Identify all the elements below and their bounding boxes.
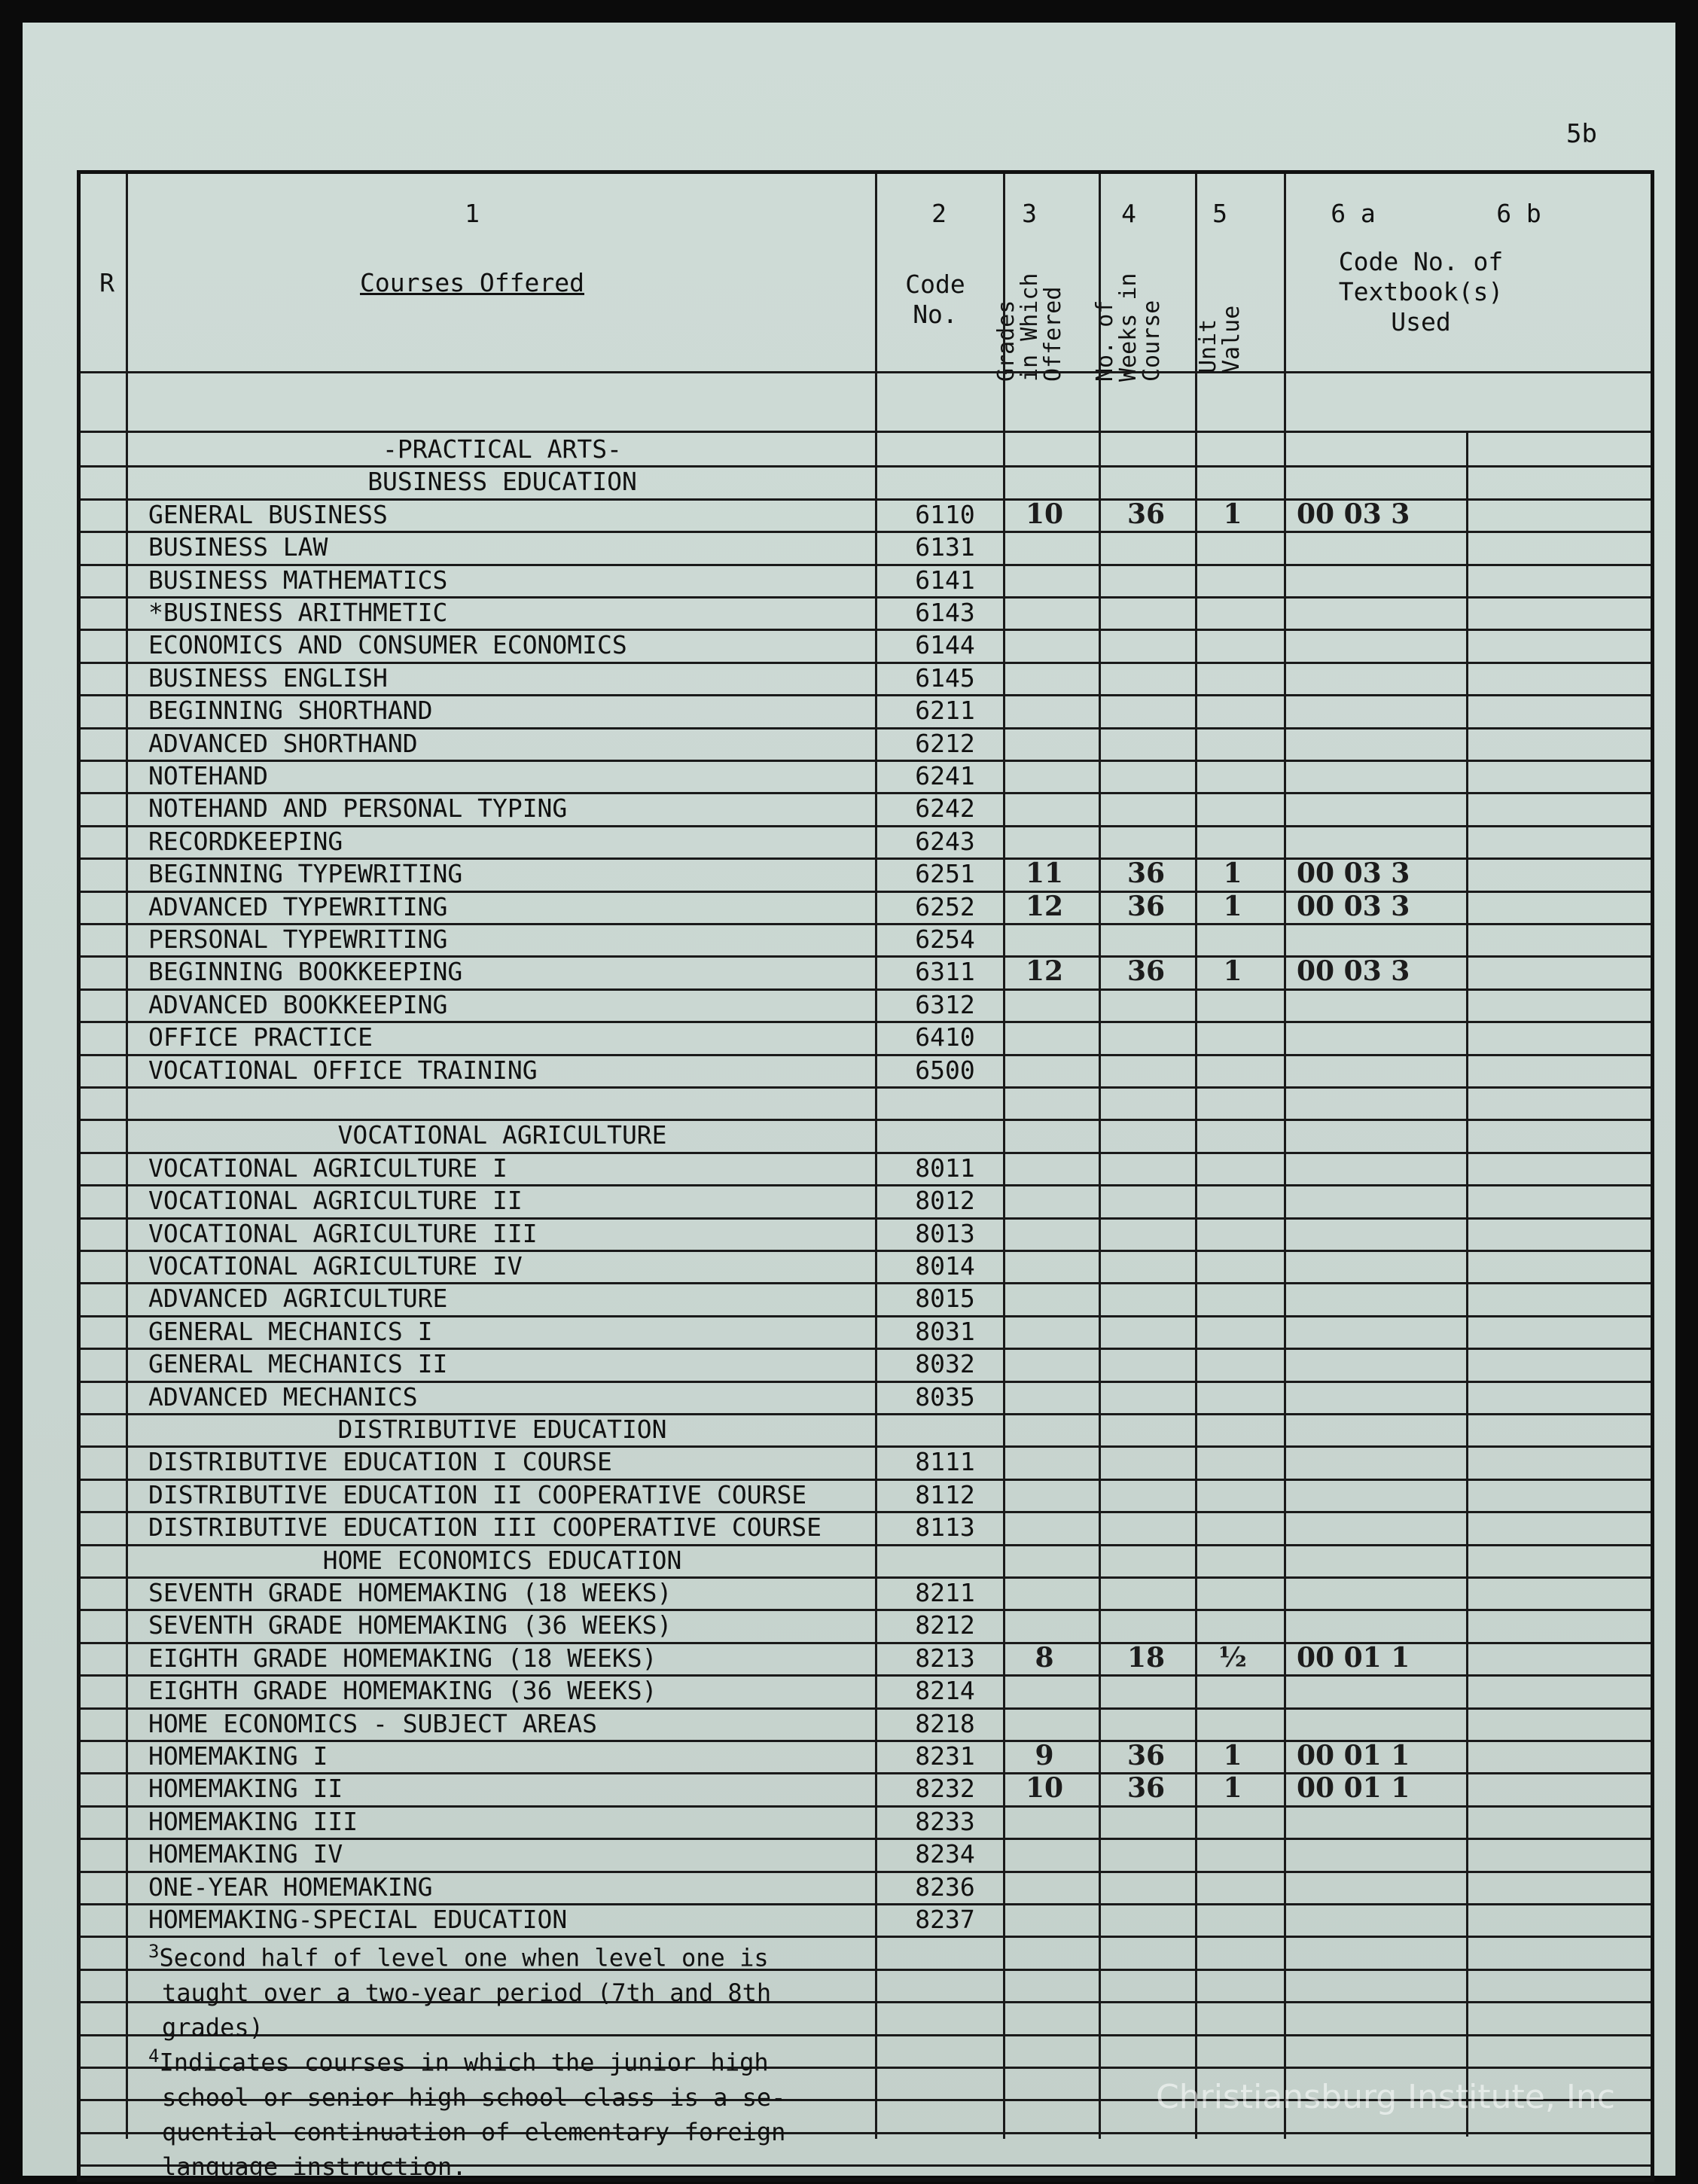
footnote-line <box>148 2039 924 2080</box>
page-number: 5b <box>1566 119 1597 149</box>
course-name: BUSINESS ENGLISH <box>148 663 388 693</box>
course-name: BEGINNING SHORTHAND <box>148 696 433 726</box>
course-name: ADVANCED MECHANICS <box>148 1381 418 1412</box>
course-code: 6252 <box>915 891 975 921</box>
course-code: 6254 <box>915 924 975 954</box>
textbook-code: 00 01 1 <box>1297 1772 1410 1805</box>
table-row <box>81 1217 1651 1250</box>
course-name: BEGINNING TYPEWRITING <box>148 859 463 889</box>
unit-value: 1 <box>1223 890 1242 922</box>
footnote-text: Indicates courses in which the junior high <box>159 2048 769 2077</box>
table-row <box>81 1054 1651 1086</box>
unit-value: 1 <box>1223 1772 1242 1805</box>
course-code: 8212 <box>915 1610 975 1640</box>
course-code: 8234 <box>915 1839 975 1869</box>
table-row <box>81 1152 1651 1184</box>
section-title: -PRACTICAL ARTS- <box>383 434 622 464</box>
course-code: 8011 <box>915 1153 975 1183</box>
course-code: 6131 <box>915 532 975 562</box>
course-code: 8236 <box>915 1872 975 1902</box>
textbook-code: 00 03 3 <box>1297 498 1410 530</box>
watermark: Christiansburg Institute, Inc <box>1156 2078 1615 2116</box>
header-weeks-line: Weeks in <box>1115 273 1142 382</box>
course-code: 6212 <box>915 728 975 758</box>
footnote-line: quential continuation of elementary foreign <box>162 2117 786 2146</box>
course-code: 6141 <box>915 565 975 595</box>
grades-offered: 9 <box>1035 1740 1054 1771</box>
course-name: SEVENTH GRADE HOMEMAKING (36 WEEKS) <box>148 1610 672 1640</box>
table-row <box>81 792 1651 824</box>
table-row <box>81 1315 1651 1348</box>
footnote-line: grades) <box>162 2012 264 2042</box>
textbook-code: 00 03 3 <box>1297 955 1410 988</box>
unit-value: ½ <box>1218 1641 1247 1674</box>
header-textbook-1: Code No. of <box>1338 247 1504 276</box>
footnote-3 <box>148 1934 924 2045</box>
course-name: OFFICE PRACTICE <box>148 1022 373 1052</box>
course-name: ECONOMICS AND CONSUMER ECONOMICS <box>148 630 627 660</box>
course-code: 6241 <box>915 761 975 790</box>
course-code: 8031 <box>915 1316 975 1346</box>
weeks-in-course: 36 <box>1126 890 1166 922</box>
course-code: 8032 <box>915 1349 975 1379</box>
header-code-no-2: No. <box>913 300 958 329</box>
textbook-code: 00 01 1 <box>1297 1740 1410 1771</box>
table-row <box>81 1805 1651 1838</box>
table-row <box>81 857 1651 890</box>
header-col6a-number: 6 a <box>1331 199 1376 228</box>
course-name: VOCATIONAL AGRICULTURE IV <box>148 1251 523 1281</box>
section-header-row <box>81 433 1651 465</box>
table-row <box>81 662 1651 694</box>
course-name: BUSINESS MATHEMATICS <box>148 565 448 595</box>
course-name: NOTEHAND <box>148 761 268 790</box>
grades-offered: 12 <box>1025 955 1064 988</box>
table-row <box>81 1381 1651 1413</box>
header-col2-number: 2 <box>931 199 947 228</box>
header-textbook-2: Textbook(s) <box>1338 277 1504 306</box>
course-code: 8112 <box>915 1479 975 1509</box>
weeks-in-course: 36 <box>1126 955 1166 988</box>
table-row <box>81 1511 1651 1543</box>
header-weeks-in-course <box>1093 246 1169 382</box>
course-name: HOMEMAKING III <box>148 1806 358 1836</box>
table-row <box>81 825 1651 857</box>
unit-value: 1 <box>1223 857 1242 890</box>
course-code: 6211 <box>915 696 975 726</box>
textbook-code: 00 03 3 <box>1297 890 1410 922</box>
table-row <box>81 1348 1651 1380</box>
course-name: *BUSINESS ARITHMETIC <box>148 598 448 627</box>
table-row <box>81 1707 1651 1740</box>
header-unit-line: Value <box>1218 305 1245 373</box>
course-code: 8113 <box>915 1512 975 1543</box>
course-name: HOMEMAKING I <box>148 1741 328 1771</box>
course-code: 8111 <box>915 1447 975 1477</box>
grades-offered: 10 <box>1025 1772 1064 1805</box>
table-row <box>81 955 1651 988</box>
table-row <box>81 1282 1651 1314</box>
course-name: SEVENTH GRADE HOMEMAKING (18 WEEKS) <box>148 1578 672 1607</box>
document-page <box>23 23 1675 2181</box>
header-col4-number: 4 <box>1121 199 1136 228</box>
table-row <box>81 531 1651 563</box>
textbook-code: 00 01 1 <box>1297 1641 1410 1674</box>
course-name: PERSONAL TYPEWRITING <box>148 924 448 954</box>
table-row <box>81 1903 1651 1936</box>
table-row <box>81 1021 1651 1053</box>
course-code: 6110 <box>915 499 975 529</box>
course-name: DISTRIBUTIVE EDUCATION II COOPERATIVE COURSE <box>148 1479 807 1509</box>
section-header-row <box>81 1119 1651 1151</box>
course-name: HOMEMAKING II <box>148 1774 343 1804</box>
table-row <box>81 1772 1651 1805</box>
table-row <box>81 727 1651 760</box>
course-code: 6242 <box>915 793 975 824</box>
grades-offered: 11 <box>1025 857 1064 890</box>
course-code: 8013 <box>915 1218 975 1248</box>
section-header-row <box>81 1413 1651 1445</box>
table-row <box>81 1250 1651 1282</box>
course-code: 6143 <box>915 598 975 627</box>
course-name: BEGINNING BOOKKEEPING <box>148 957 463 987</box>
course-code: 8231 <box>915 1741 975 1771</box>
table-row <box>81 1674 1651 1707</box>
header-col5-number: 5 <box>1212 199 1227 228</box>
course-code: 8237 <box>915 1905 975 1934</box>
course-name: HOMEMAKING IV <box>148 1839 343 1869</box>
course-name: VOCATIONAL OFFICE TRAINING <box>148 1055 538 1085</box>
grades-offered: 10 <box>1025 498 1064 530</box>
table-row <box>81 694 1651 726</box>
course-code: 6410 <box>915 1022 975 1052</box>
course-name: GENERAL BUSINESS <box>148 499 388 529</box>
header-col3-number: 3 <box>1022 199 1037 228</box>
course-code: 8211 <box>915 1578 975 1607</box>
grades-offered: 8 <box>1035 1641 1054 1674</box>
course-code: 8012 <box>915 1186 975 1216</box>
grades-offered: 12 <box>1025 890 1064 922</box>
header-unit-line: Unit <box>1195 318 1221 373</box>
course-name: GENERAL MECHANICS I <box>148 1316 433 1346</box>
header-unit-value <box>1197 260 1249 373</box>
table-row <box>81 1576 1651 1609</box>
table-row <box>81 760 1651 792</box>
course-name: ADVANCED AGRICULTURE <box>148 1284 448 1314</box>
table-row <box>81 988 1651 1021</box>
section-header-row <box>81 465 1651 498</box>
header-r: R <box>99 268 114 297</box>
course-form-table <box>77 170 1654 2182</box>
header-grades-offered <box>995 246 1070 382</box>
table-row <box>81 1479 1651 1511</box>
table-row <box>81 498 1651 531</box>
course-name: HOME ECONOMICS - SUBJECT AREAS <box>148 1708 598 1738</box>
table-row <box>81 629 1651 661</box>
course-name: NOTEHAND AND PERSONAL TYPING <box>148 793 568 824</box>
course-name: ADVANCED TYPEWRITING <box>148 891 448 921</box>
header-textbook-3: Used <box>1391 307 1451 337</box>
table-row <box>81 596 1651 629</box>
course-code: 8213 <box>915 1643 975 1673</box>
header-grades-line: in Which <box>1017 273 1043 382</box>
course-code: 6312 <box>915 989 975 1019</box>
course-code: 8233 <box>915 1806 975 1836</box>
course-code: 6144 <box>915 630 975 660</box>
course-code: 8218 <box>915 1708 975 1738</box>
course-code: 6145 <box>915 663 975 693</box>
table-row <box>81 1445 1651 1478</box>
header-code-no-1: Code <box>905 270 965 299</box>
course-name: HOMEMAKING-SPECIAL EDUCATION <box>148 1905 568 1934</box>
header-weeks-line: No. of <box>1092 300 1118 382</box>
course-name: GENERAL MECHANICS II <box>148 1349 448 1379</box>
course-code: 8232 <box>915 1774 975 1804</box>
textbook-code: 00 03 3 <box>1297 857 1410 890</box>
table-row <box>81 923 1651 955</box>
course-name: VOCATIONAL AGRICULTURE II <box>148 1186 523 1216</box>
course-name: VOCATIONAL AGRICULTURE III <box>148 1218 538 1248</box>
course-name: EIGHTH GRADE HOMEMAKING (36 WEEKS) <box>148 1676 657 1706</box>
blank-row <box>81 1086 1651 1119</box>
weeks-in-course: 36 <box>1126 857 1166 890</box>
course-name: ADVANCED SHORTHAND <box>148 728 418 758</box>
weeks-in-course: 36 <box>1126 498 1166 530</box>
course-code: 8014 <box>915 1251 975 1281</box>
course-name: VOCATIONAL AGRICULTURE I <box>148 1153 508 1183</box>
header-grades-line: Offered <box>1040 286 1066 382</box>
course-name: BUSINESS LAW <box>148 532 328 562</box>
table-row <box>81 1838 1651 1870</box>
course-name: EIGHTH GRADE HOMEMAKING (18 WEEKS) <box>148 1643 657 1673</box>
table-row <box>81 1740 1651 1772</box>
course-code: 8015 <box>915 1284 975 1314</box>
course-name: DISTRIBUTIVE EDUCATION I COURSE <box>148 1447 612 1477</box>
table-row <box>81 1609 1651 1641</box>
footnote-line: taught over a two-year period (7th and 8th <box>162 1978 772 2007</box>
table-row <box>81 564 1651 596</box>
table-row <box>81 1184 1651 1217</box>
section-title: DISTRIBUTIVE EDUCATION <box>337 1415 667 1444</box>
course-code: 8035 <box>915 1381 975 1412</box>
section-title: BUSINESS EDUCATION <box>367 467 637 497</box>
weeks-in-course: 36 <box>1126 1772 1166 1805</box>
footnote-text: Second half of level one when level one is <box>159 1943 769 1972</box>
course-name: RECORDKEEPING <box>148 826 343 856</box>
header-col6b-number: 6 b <box>1496 199 1541 228</box>
header-divider <box>81 371 1651 373</box>
course-code: 6251 <box>915 859 975 889</box>
section-title: VOCATIONAL AGRICULTURE <box>337 1120 667 1150</box>
course-name: DISTRIBUTIVE EDUCATION III COOPERATIVE COURSE <box>148 1512 822 1543</box>
course-code: 6311 <box>915 957 975 987</box>
section-title: HOME ECONOMICS EDUCATION <box>322 1545 682 1575</box>
table-row <box>81 1642 1651 1674</box>
weeks-in-course: 18 <box>1126 1641 1166 1674</box>
header-weeks-line: Course <box>1139 300 1165 382</box>
footnote-mark: 4 <box>148 2045 160 2067</box>
course-code: 6500 <box>915 1055 975 1085</box>
footnote-line: language instruction. <box>162 2152 467 2181</box>
course-name: ADVANCED BOOKKEEPING <box>148 989 448 1019</box>
unit-value: 1 <box>1223 498 1242 530</box>
footnote-line: school or senior high school class is a se- <box>162 2082 786 2112</box>
course-name: ONE-YEAR HOMEMAKING <box>148 1872 433 1902</box>
course-code: 8214 <box>915 1676 975 1706</box>
table-row <box>81 891 1651 923</box>
table-row <box>81 1871 1651 1903</box>
course-code: 6243 <box>915 826 975 856</box>
section-header-row <box>81 1544 1651 1576</box>
footnote-mark: 3 <box>148 1941 160 1962</box>
unit-value: 1 <box>1223 955 1242 988</box>
weeks-in-course: 36 <box>1126 1740 1166 1771</box>
header-grades-line: Grades <box>993 300 1020 382</box>
header-courses-offered: Courses Offered <box>359 268 584 297</box>
footnote-line <box>148 1934 924 1975</box>
header-col1-number: 1 <box>465 199 480 228</box>
footnote-4 <box>148 2039 924 2184</box>
unit-value: 1 <box>1223 1740 1242 1771</box>
